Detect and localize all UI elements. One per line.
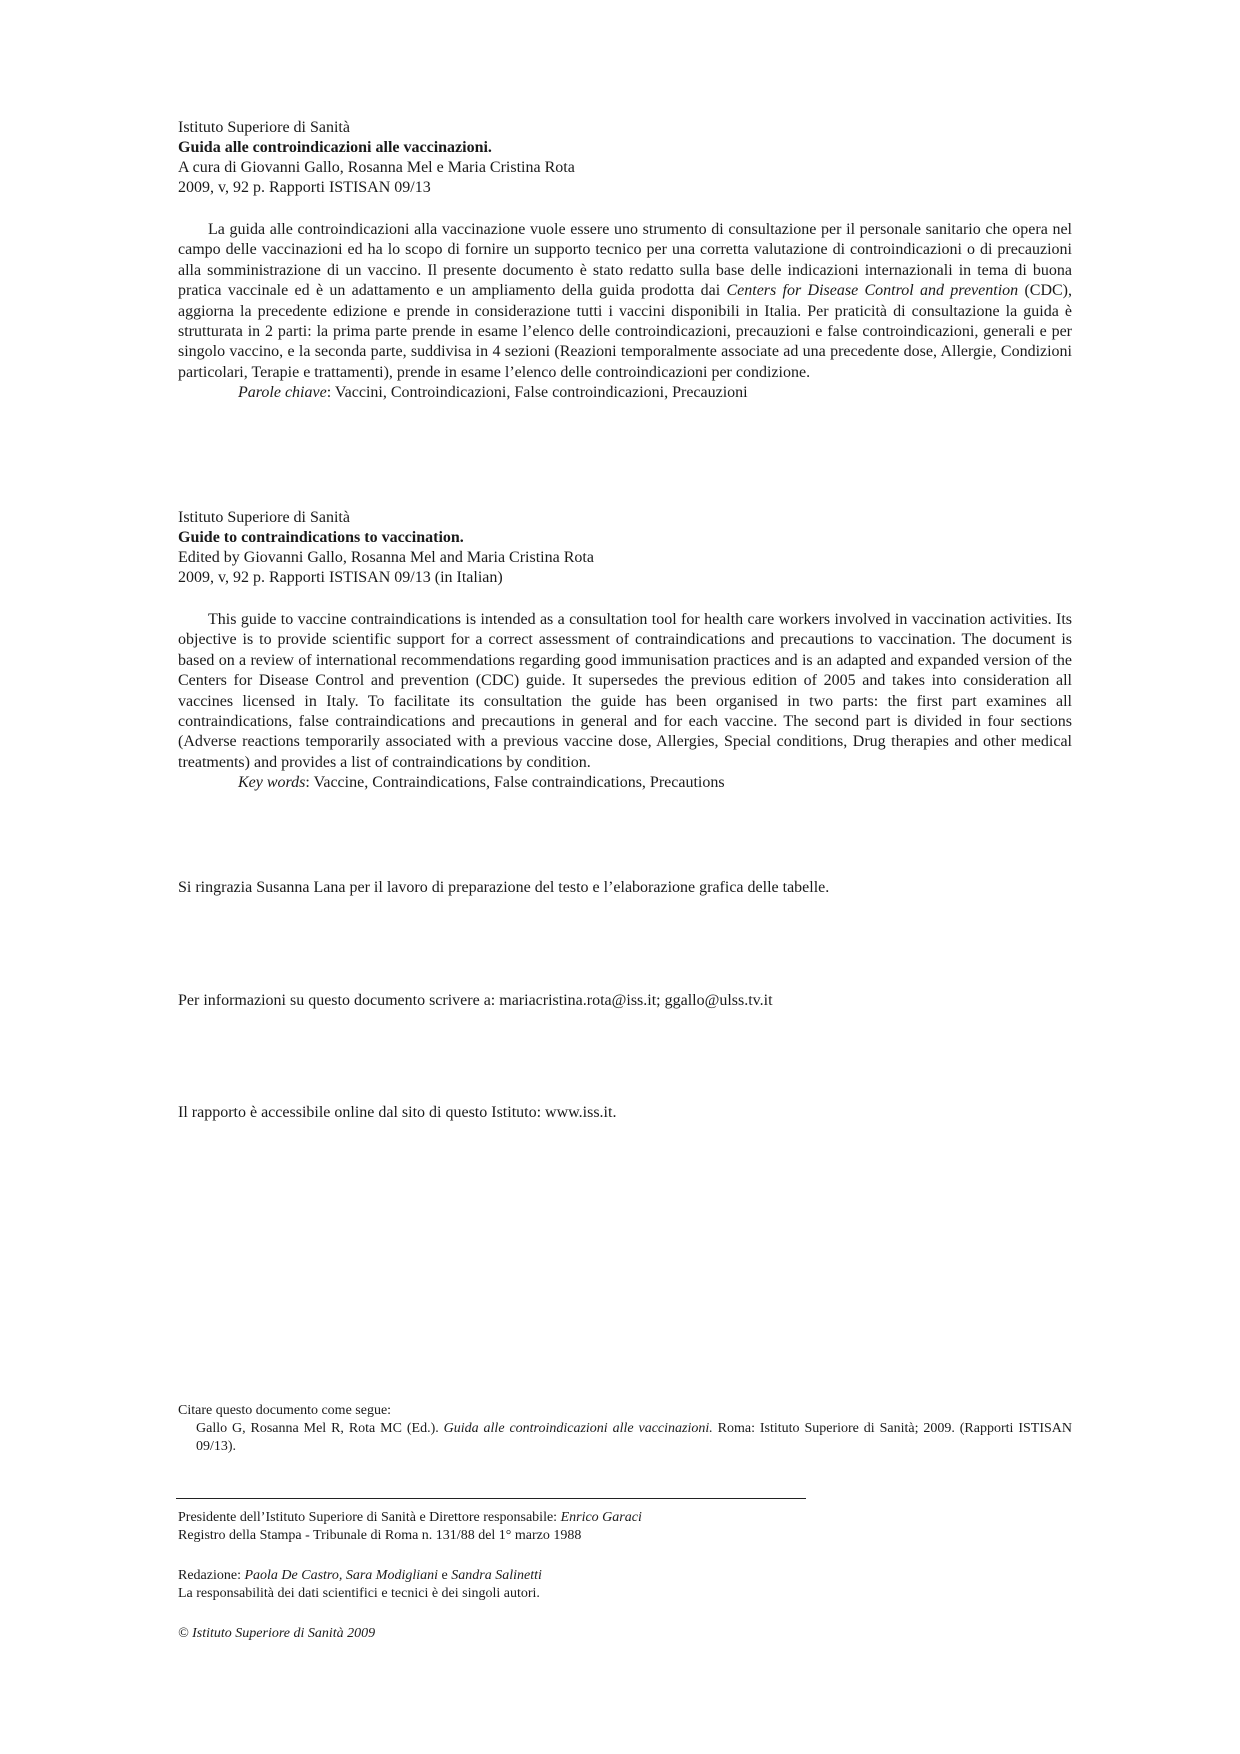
footer-editorial <box>178 1567 542 1585</box>
online-availability: Il rapporto è accessibile online dal sito di questo Istituto: www.iss.it. <box>178 1104 617 1121</box>
english-abstract <box>178 610 1072 794</box>
italian-abstract <box>178 220 1072 404</box>
english-keywords-list: : Vaccine, Contraindications, False contraindications, Precautions <box>305 774 725 792</box>
citation-authors: Gallo G, Rosanna Mel R, Rota MC (Ed.). <box>196 1421 444 1436</box>
english-keywords <box>178 773 1072 793</box>
italian-abstract-part2: (CDC), aggiorna la precedente edizione e prende in considerazione tutti i vaccini disponibili in Italia. Per praticità di consultazione la guida è strutturata in 2 parti: la prima parte prende in esame l’elenco delle controindicazioni, precauzioni e false controindicazioni, generali e per singolo vaccino, e la seconda parte, suddivisa in 4 sezioni (Reazioni temporalmente associate ad una precedente dose, Allergie, Condizioni particolari, Terapie e trattamenti), prende in esame l’elenco delle controindicazioni per condizione. <box>178 282 1073 381</box>
citation-intro: Citare questo documento come segue: <box>178 1403 392 1418</box>
italian-abstract-text <box>178 220 1072 383</box>
italian-abstract-part1: La guida alle controindicazioni alla vaccinazione vuole essere uno strumento di consultazione per il personale sanitario che opera nel campo delle vaccinazioni ed ha lo scopo di fornire un supporto tecnico per una corretta valutazione di controindicazioni o di precauzioni alla somministrazione di un vaccino. Il presente documento è stato redatto sulla base delle indicazioni internazionali in tema di buona pratica vaccinale ed è un adattamento e un ampliamento della guida prodotta dai <box>178 221 1072 300</box>
footer-editorial-prefix: Redazione: <box>178 1568 245 1583</box>
citation-body <box>178 1420 1072 1456</box>
italian-keywords-label: Parole chiave <box>238 384 327 402</box>
footer-editorial-last: Sandra Salinetti <box>451 1568 542 1583</box>
english-editors: Edited by Giovanni Gallo, Rosanna Mel and Maria Cristina Rota <box>178 549 594 566</box>
footer-divider <box>176 1498 806 1499</box>
italian-keywords <box>178 383 1072 403</box>
footer-responsibility: La responsabilità dei dati scientifici e tecnici è dei singoli autori. <box>178 1586 540 1601</box>
footer-president <box>178 1509 642 1527</box>
english-section <box>178 508 1072 794</box>
italian-keywords-list: : Vaccini, Controindicazioni, False controindicazioni, Precauzioni <box>326 384 748 402</box>
citation-title: Guida alle controindicazioni alle vaccinazioni. <box>443 1421 713 1436</box>
english-title: Guide to contraindications to vaccination. <box>178 529 464 546</box>
italian-section <box>178 118 1072 404</box>
english-keywords-label: Key words <box>238 774 306 792</box>
english-institute: Istituto Superiore di Sanità <box>178 509 350 526</box>
italian-header <box>178 118 1072 198</box>
english-series: 2009, v, 92 p. Rapporti ISTISAN 09/13 (in Italian) <box>178 569 503 586</box>
footer-editorial-names: Paola De Castro, Sara Modigliani <box>244 1568 439 1583</box>
footer-president-name: Enrico Garaci <box>560 1510 642 1525</box>
english-header <box>178 508 1072 588</box>
citation <box>178 1402 1072 1456</box>
italian-series: 2009, v, 92 p. Rapporti ISTISAN 09/13 <box>178 179 431 196</box>
footer-registry: Registro della Stampa - Tribunale di Roma n. 131/88 del 1° marzo 1988 <box>178 1528 582 1543</box>
acknowledgement: Si ringrazia Susanna Lana per il lavoro di preparazione del testo e l’elaborazione grafica delle tabelle. <box>178 879 830 896</box>
footer-president-prefix: Presidente dell’Istituto Superiore di Sanità e Direttore responsabile: <box>178 1510 561 1525</box>
footer-editorial-and: e <box>438 1568 452 1583</box>
italian-institute: Istituto Superiore di Sanità <box>178 119 350 136</box>
italian-abstract-italic: Centers for Disease Control and prevention <box>726 282 1019 300</box>
italian-title: Guida alle controindicazioni alle vaccinazioni. <box>178 139 492 156</box>
contact-info: Per informazioni su questo documento scrivere a: mariacristina.rota@iss.it; ggallo@ulss.tv.it <box>178 992 773 1009</box>
english-abstract-text: This guide to vaccine contraindications is intended as a consultation tool for health care workers involved in vaccination activities. Its objective is to provide scientific support for a correct assessment of contraindications and precautions to vaccination. The document is based on a review of international recommendations regarding good immunisation practices and is an adapted and expanded version of the Centers for Disease Control and prevention (CDC) guide. It supersedes the previous edition of 2005 and takes into consideration all vaccines licensed in Italy. To facilitate its consultation the guide has been organised in two parts: the first part examines all contraindications, false contraindications and precautions in general and for each vaccine. The second part is divided in four sections (Adverse reactions temporarily associated with a previous vaccine dose, Allergies, Special conditions, Drug therapies and other medical treatments) and provides a list of contraindications by condition. <box>178 611 1072 771</box>
citation-rest: Roma: Istituto Superiore di Sanità; 2009. (Rapporti ISTISAN 09/13). <box>196 1421 1072 1454</box>
italian-editors: A cura di Giovanni Gallo, Rosanna Mel e Maria Cristina Rota <box>178 159 575 176</box>
footer-copyright: © Istituto Superiore di Sanità 2009 <box>178 1626 376 1641</box>
